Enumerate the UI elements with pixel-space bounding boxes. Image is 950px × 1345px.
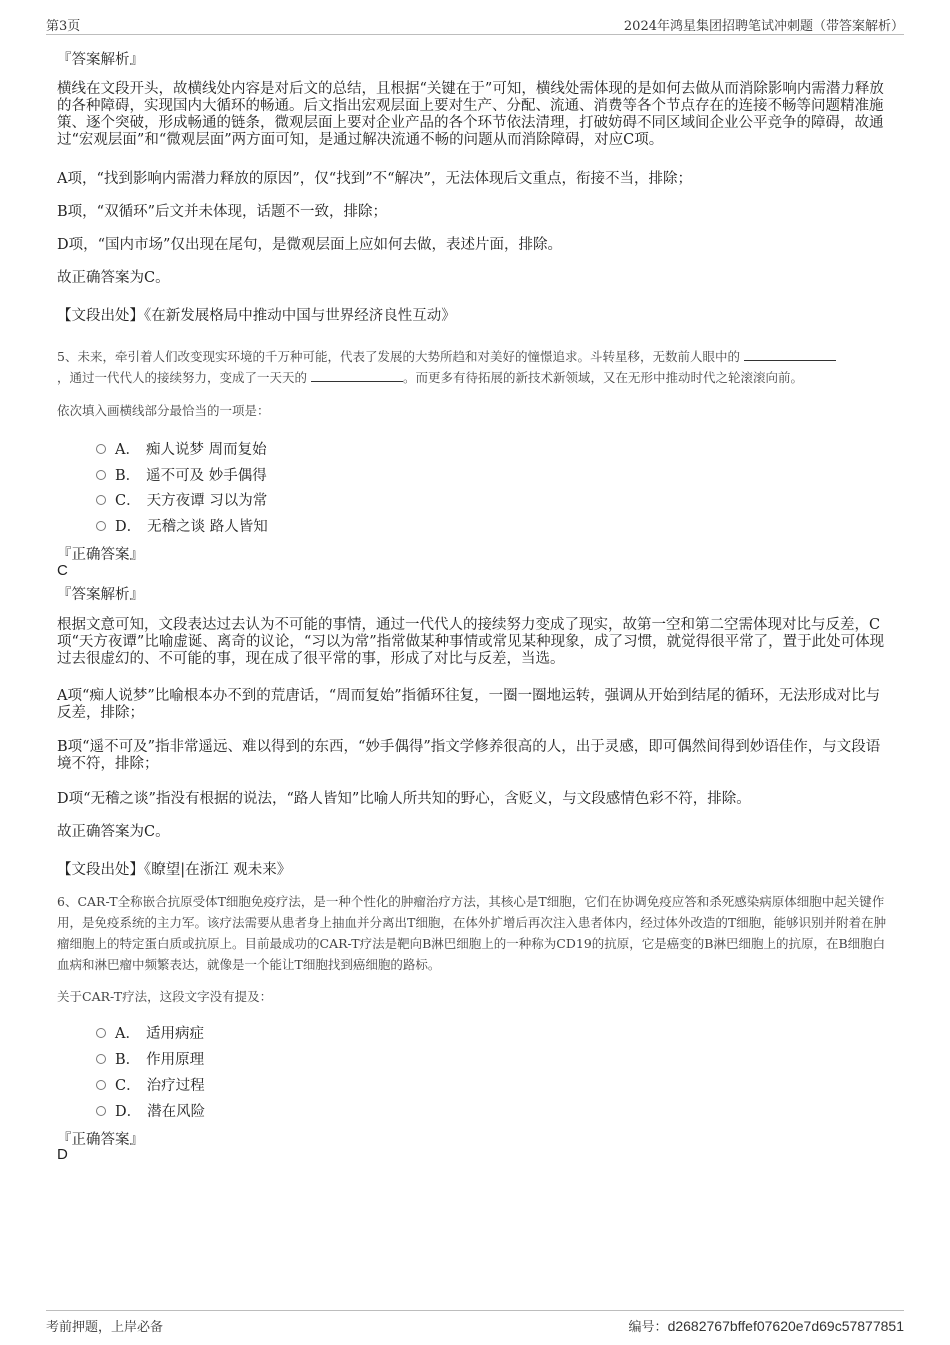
analysis-option-b-4: B项，“双循环”后文并未体现，话题不一致，排除； <box>57 204 387 220</box>
analysis-option-b-5: B项“遥不可及”指非常遥远、难以得到的东西，“妙手偶得”指文学修养很高的人，出于灵感，即可偶然间得到妙语佳作，与文段语境不符，排除； <box>57 739 881 772</box>
option-6-b[interactable]: B． 作用原理 <box>96 1048 204 1069</box>
radio-icon[interactable] <box>96 521 106 531</box>
footer-code-value: d2682767bffef07620e7d69c57877851 <box>667 1318 904 1334</box>
answer-6: D <box>57 1146 68 1163</box>
option-5-c[interactable]: C． 天方夜谭 习以为常 <box>96 489 267 510</box>
blank-2 <box>311 369 403 382</box>
page-footer <box>46 1310 904 1335</box>
question-6-prompt: 关于CAR-T疗法，这段文字没有提及： <box>57 989 273 1004</box>
source-5: 【文段出处】《瞭望|在浙江 观未来》 <box>57 862 292 878</box>
analysis-option-d-4: D项，“国内市场”仅出现在尾句，是微观层面上应如何去做，表述片面，排除。 <box>57 237 562 253</box>
radio-icon[interactable] <box>96 1106 106 1116</box>
footer-code <box>629 1316 904 1335</box>
option-5-d[interactable]: D． 无稽之谈 路人皆知 <box>96 515 268 536</box>
question-5-text <box>57 346 889 388</box>
answer-5: C <box>57 562 68 579</box>
question-5-part2: ，通过一代代人的接续努力，变成了一天天的 <box>57 370 308 385</box>
answer-title-5: 『正确答案』 <box>57 547 144 563</box>
option-5-a[interactable]: A． 痴人说梦 周而复始 <box>96 438 267 459</box>
page-number: 第3页 <box>46 19 81 34</box>
analysis-text-5: 根据文意可知，文段表达过去认为不可能的事情，通过一代代人的接续努力变成了现实，故第一空和第二空需体现对比与反差，C项“天方夜谭”比喻虚诞、离奇的议论，“习以为常”指常做某种事情或常见某种现象，成了习惯，就觉得很平常了，置于此处可体现过去很虚幻的、不可能的事，现在成了很平常的事，形成了对比与反差，当选。 <box>57 617 885 667</box>
conclusion-5: 故正确答案为C。 <box>57 824 170 840</box>
radio-icon[interactable] <box>96 444 106 454</box>
radio-icon[interactable] <box>96 495 106 505</box>
footer-code-label: 编号： <box>628 1320 668 1335</box>
analysis-option-a-5: A项“痴人说梦”比喻根本办不到的荒唐话，“周而复始”指循环往复，一圈一圈地运转，强调从开始到结尾的循环，无法形成对比与反差，排除； <box>57 688 881 721</box>
option-6-d[interactable]: D． 潜在风险 <box>96 1100 205 1121</box>
answer-title-6: 『正确答案』 <box>57 1132 144 1148</box>
analysis-title-5: 『答案解析』 <box>57 587 144 603</box>
analysis-option-a-4: A项，“找到影响内需潜力释放的原因”，仅“找到”不“解决”，无法体现后文重点，衔接不当，排除； <box>57 171 692 187</box>
conclusion-4: 故正确答案为C。 <box>57 270 170 286</box>
radio-icon[interactable] <box>96 1054 106 1064</box>
question-5-part3: 。而更多有待拓展的新技术新领域，又在无形中推动时代之轮滚滚向前。 <box>403 370 804 385</box>
option-6-c[interactable]: C． 治疗过程 <box>96 1074 205 1095</box>
blank-1 <box>744 348 836 361</box>
analysis-option-d-5: D项“无稽之谈”指没有根据的说法，“路人皆知”比喻人所共知的野心，含贬义，与文段感情色彩不符，排除。 <box>57 791 751 807</box>
radio-icon[interactable] <box>96 1080 106 1090</box>
analysis-text-4: 横线在文段开头，故横线处内容是对后文的总结，且根据“关键在于”可知，横线处需体现的是如何去做从而消除影响内需潜力释放的各种障碍，实现国内大循环的畅通。后文指出宏观层面上要对生产、分配、流通、消费等各个节点存在的连接不畅等问题精准施策、逐个突破，形成畅通的链条，微观层面上要对企业产品的各个环节依法清理，打破妨碍不同区域间企业公平竞争的障碍，故通过“宏观层面”和“微观层面”两方面可知，是通过解决流通不畅的问题从而消除障碍，对应C项。 <box>57 81 884 148</box>
radio-icon[interactable] <box>96 470 106 480</box>
question-5-prompt: 依次填入画横线部分最恰当的一项是： <box>57 403 270 418</box>
document-title: 2024年鸿星集团招聘笔试冲刺题（带答案解析） <box>623 19 904 34</box>
question-6-text: 6、CAR-T全称嵌合抗原受体T细胞免疫疗法，是一种个性化的肿瘤治疗方法，其核心是T细胞，它们在协调免疫应答和杀死感染病原体细胞中起关键作用，是免疫系统的主力军。该疗法需要从患者身上抽血并分离出T细胞，在体外扩增后再次注入患者体内，经过体外改造的T细胞，能够识别并附着在肿瘤细胞上的特定蛋白质或抗原上。目前最成功的CAR-T疗法是靶向B淋巴细胞上的一种称为CD19的抗原，它是癌变的B淋巴细胞上的抗原，在B细胞白血病和淋巴瘤中频繁表达，就像是一个能让T细胞找到癌细胞的路标。 <box>57 894 887 972</box>
option-6-a[interactable]: A． 适用病症 <box>96 1022 204 1043</box>
option-5-b[interactable]: B． 遥不可及 妙手偶得 <box>96 464 267 485</box>
footer-slogan: 考前押题，上岸必备 <box>46 1320 164 1335</box>
source-4: 【文段出处】《在新发展格局中推动中国与世界经济良性互动》 <box>57 308 456 324</box>
analysis-title-4: 『答案解析』 <box>57 52 144 68</box>
page-header <box>46 12 904 35</box>
question-5-part1: 5、未来，牵引着人们改变现实环境的千万种可能，代表了发展的大势所趋和对美好的憧憬追求。斗转星移，无数前人眼中的 <box>57 349 740 364</box>
radio-icon[interactable] <box>96 1028 106 1038</box>
